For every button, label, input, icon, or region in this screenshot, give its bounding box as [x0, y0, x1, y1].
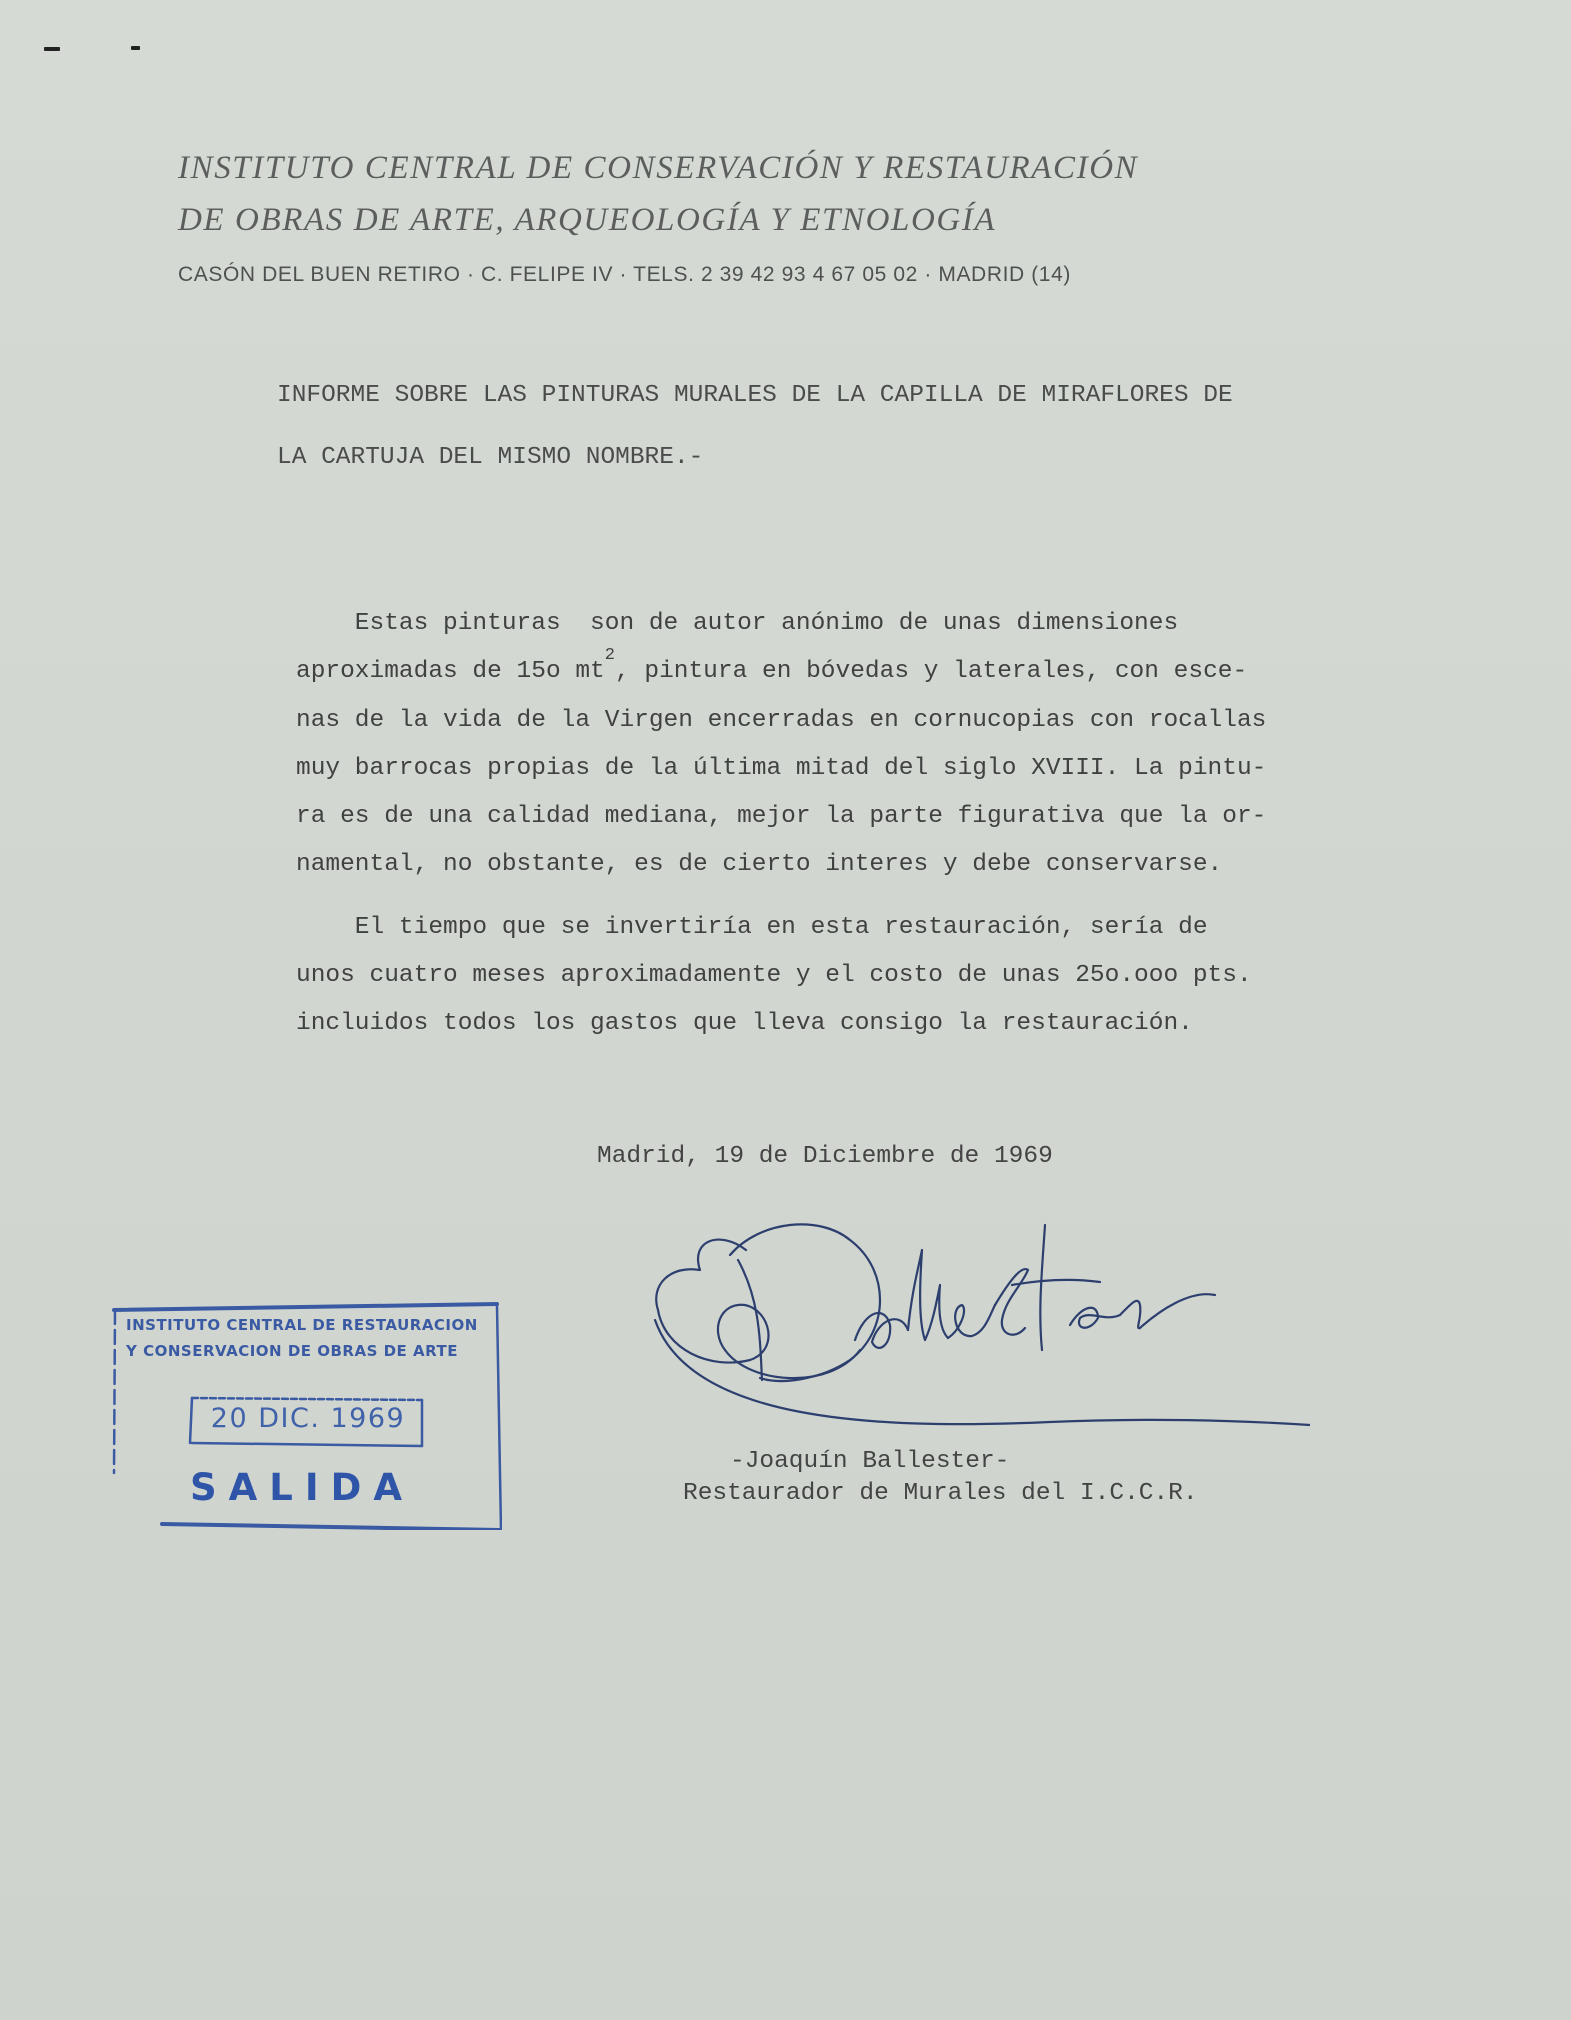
paper-speck	[44, 47, 60, 51]
stamp-date: 20 DIC. 1969	[210, 1403, 406, 1434]
stamp-label-salida: SALIDA	[190, 1466, 414, 1509]
letterhead-address: CASÓN DEL BUEN RETIRO · C. FELIPE IV · TELS. 2 39 42 93 4 67 05 02 · MADRID (14)	[178, 263, 1071, 286]
paragraph-1-line-4: muy barrocas propias de la última mitad del siglo XVIII. La pintu-	[296, 754, 1267, 782]
handwritten-signature	[650, 1210, 1310, 1440]
paragraph-1-line-1: Estas pinturas son de autor anónimo de unas dimensiones	[296, 610, 1179, 637]
document-title	[277, 365, 1233, 489]
signer-role: Restaurador de Murales del I.C.C.R.	[683, 1480, 1198, 1507]
outgoing-stamp	[112, 1298, 502, 1530]
letterhead-line-2: DE OBRAS DE ARTE, ARQUEOLOGÍA Y ETNOLOGÍA	[178, 202, 997, 238]
paragraph-2-line-2: unos cuatro meses aproximadamente y el costo de unas 25o.ooo pts.	[296, 962, 1252, 990]
letterhead-line-1: INSTITUTO CENTRAL DE CONSERVACIÓN Y RESTAURACIÓN	[178, 150, 1139, 186]
document-date: Madrid, 19 de Diciembre de 1969	[597, 1143, 1053, 1170]
paragraph-1-line-6: namental, no obstante, es de cierto interes y debe conservarse.	[296, 851, 1223, 879]
title-line-2: LA CARTUJA DEL MISMO NOMBRE.-	[277, 444, 704, 471]
area-text-continued: , pintura en bóvedas y laterales, con esce-	[614, 658, 1248, 686]
paragraph-2-line-1: El tiempo que se invertiría en esta restauración, sería de	[296, 913, 1208, 941]
area-text: aproximadas de 15o mt	[296, 658, 605, 686]
title-line-1: INFORME SOBRE LAS PINTURAS MURALES DE LA CAPILLA DE MIRAFLORES DE	[277, 382, 1233, 409]
superscript-squared: 2	[604, 646, 615, 666]
paragraph-1-line-2	[296, 648, 1416, 696]
paragraph-1-line-3: nas de la vida de la Virgen encerradas en cornucopias con rocallas	[296, 706, 1267, 734]
paragraph-1-line-5: ra es de una calidad mediana, mejor la parte figurativa que la or-	[296, 803, 1267, 831]
letterhead	[178, 142, 1138, 246]
stamp-line-1: INSTITUTO CENTRAL DE RESTAURACION	[126, 1316, 478, 1334]
stamp-line-2: Y CONSERVACION DE OBRAS DE ARTE	[126, 1342, 458, 1360]
paper-speck	[131, 46, 140, 50]
paragraph-2-line-3: incluidos todos los gastos que lleva consigo la restauración.	[296, 1010, 1193, 1038]
signer-name: -Joaquín Ballester-	[730, 1448, 1010, 1475]
report-body	[296, 600, 1416, 1049]
